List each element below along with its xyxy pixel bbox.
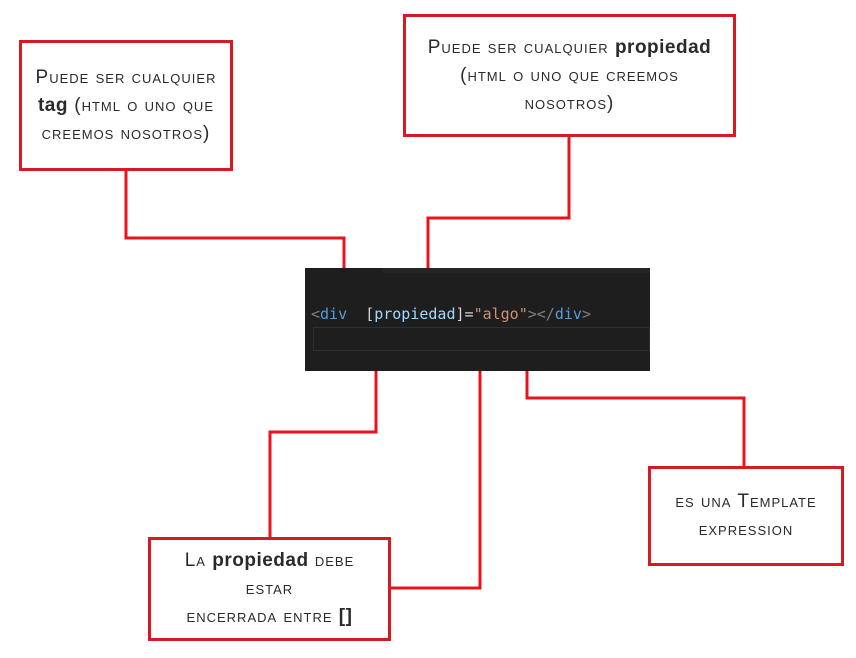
- callout-propiedad: [403, 14, 736, 137]
- code-right-bracket: ]: [455, 305, 465, 323]
- callout-template-line2: expression: [698, 519, 794, 540]
- code-left-bracket: [: [365, 305, 375, 323]
- code-tag-name: div: [320, 305, 348, 323]
- callout-brackets-text: [161, 547, 378, 631]
- arrow-prop-to-attr: [428, 137, 569, 288]
- callout-template: [648, 466, 844, 566]
- callout-tag-bold: tag: [37, 94, 68, 116]
- callout-tag: [19, 40, 233, 171]
- callout-propiedad-text: [428, 34, 712, 118]
- current-line-highlight: [313, 327, 650, 351]
- callout-brackets-pre: La: [184, 550, 213, 571]
- code-open-lt: <: [311, 305, 321, 323]
- editor-tab: [305, 268, 383, 273]
- callout-propiedad-line2: (html o uno que creemos: [460, 64, 679, 86]
- callout-propiedad-bold: propiedad: [614, 36, 712, 58]
- callout-template-line1: es una Template: [675, 491, 817, 512]
- callout-brackets-bold: propiedad: [212, 550, 309, 571]
- callout-tag-line2: (html o uno que: [67, 94, 214, 116]
- callout-tag-line1: Puede ser cualquier: [35, 66, 217, 88]
- code-template-expression: "algo": [473, 305, 528, 323]
- callout-brackets: [148, 537, 391, 641]
- code-line: [311, 305, 591, 323]
- code-property-name: propiedad: [374, 305, 456, 323]
- code-space: [347, 305, 365, 323]
- arrow-brackets-to-lbracket: [270, 345, 376, 537]
- callout-brackets-bold2: []: [338, 606, 353, 627]
- callout-propiedad-line1: Puede ser cualquier: [427, 36, 615, 58]
- arrow-brackets-to-rbracket: [391, 345, 480, 588]
- code-close-lt: </: [536, 305, 555, 323]
- callout-template-text: [675, 488, 816, 544]
- callout-propiedad-line3: nosotros): [524, 92, 615, 114]
- code-close-gt: >: [581, 305, 591, 323]
- callout-brackets-post: debe estar: [245, 550, 355, 599]
- callout-tag-line3: creemos nosotros): [41, 122, 211, 144]
- editor-tab-bar: [305, 268, 650, 273]
- code-equals: =: [464, 305, 474, 323]
- code-gt: >: [527, 305, 537, 323]
- callout-tag-text: [36, 64, 217, 148]
- code-editor-snippet: [305, 268, 650, 371]
- code-close-tag-name: div: [554, 305, 582, 323]
- callout-brackets-line2: encerrada entre: [186, 606, 339, 627]
